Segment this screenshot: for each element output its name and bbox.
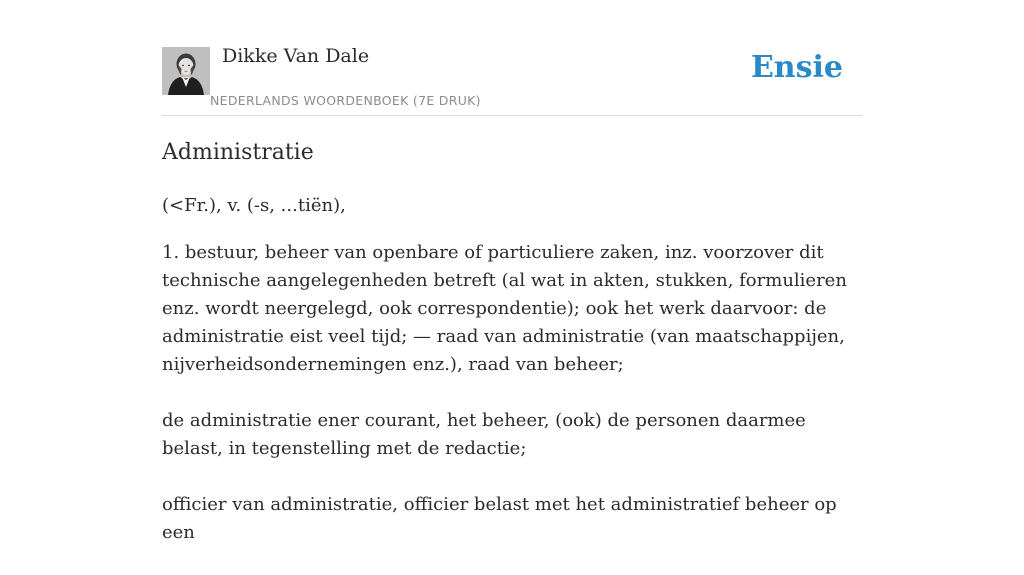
page: [162, 0, 862, 543]
avatar[interactable]: [162, 47, 210, 95]
definition-paragraph: de administratie ener courant, het beheer, (ook) de personen daarmee belast, in tegenstelling met de redactie;: [162, 410, 806, 459]
grammar-info: (<Fr.), v. (-s, ...tiën),: [162, 195, 346, 216]
source-label[interactable]: NEDERLANDS WOORDENBOEK (7E DRUK): [210, 93, 481, 108]
definition-paragraph: officier van administratie, officier belast met het administratief beheer op een: [162, 494, 837, 543]
entry-body: [162, 192, 862, 575]
header: [162, 0, 862, 116]
definition-paragraph: 1. bestuur, beheer van openbare of particuliere zaken, inz. voorzover dit technische aangelegenheden betreft (al wat in akten, stukken, formulieren enz. wordt neergelegd, ook correspondentie); ook het werk daarvoor: de administratie eist veel tijd; — raad van administratie (van maatschappijen, nijverheidsondernemingen enz.), raad van beheer;: [162, 242, 847, 375]
author-name[interactable]: Dikke Van Dale: [222, 45, 370, 67]
headword: Administratie: [162, 140, 314, 165]
portrait-icon: [162, 47, 210, 95]
brand-logo[interactable]: Ensie: [750, 50, 843, 85]
